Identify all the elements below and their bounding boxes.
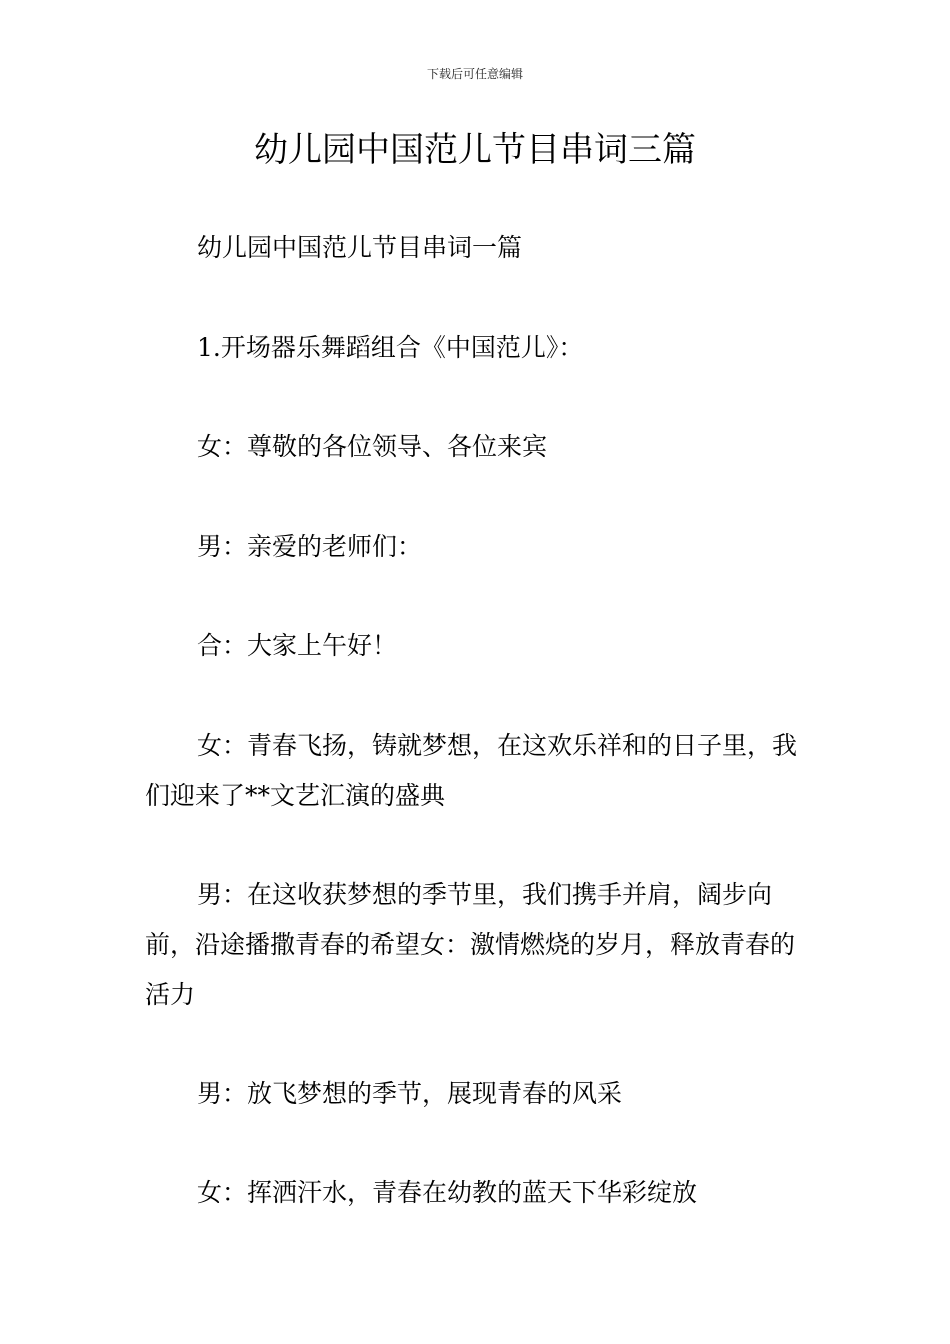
paragraph-together-greeting: 合：大家上午好！: [197, 631, 398, 660]
header-note: 下载后可任意编辑: [426, 67, 523, 81]
paragraph-section-heading: 幼儿园中国范儿节目串词一篇: [197, 233, 523, 262]
paragraph-male-greeting: 男：亲爱的老师们：: [197, 532, 423, 561]
paragraph-opening-item: 1.开场器乐舞蹈组合《中国范儿》：: [197, 333, 584, 362]
paragraph-female-sweat: 女：挥洒汗水，青春在幼教的蓝天下华彩绽放: [197, 1178, 698, 1207]
paragraph-female-greeting: 女：尊敬的各位领导、各位来宾: [197, 432, 548, 461]
paragraph-male-harvest: 男：在这收获梦想的季节里，我们携手并肩，阔步向前，沿途播撒青春的希望女：激情燃烧的岁月，释放青春的活力: [145, 880, 796, 1009]
paragraph-female-youth: 女：青春飞扬，铸就梦想，在这欢乐祥和的日子里，我们迎来了**文艺汇演的盛典: [145, 731, 798, 810]
document-title: 幼儿园中国范儿节目串词三篇: [254, 130, 696, 170]
paragraph-male-dream: 男：放飞梦想的季节，展现青春的风采: [197, 1079, 623, 1108]
